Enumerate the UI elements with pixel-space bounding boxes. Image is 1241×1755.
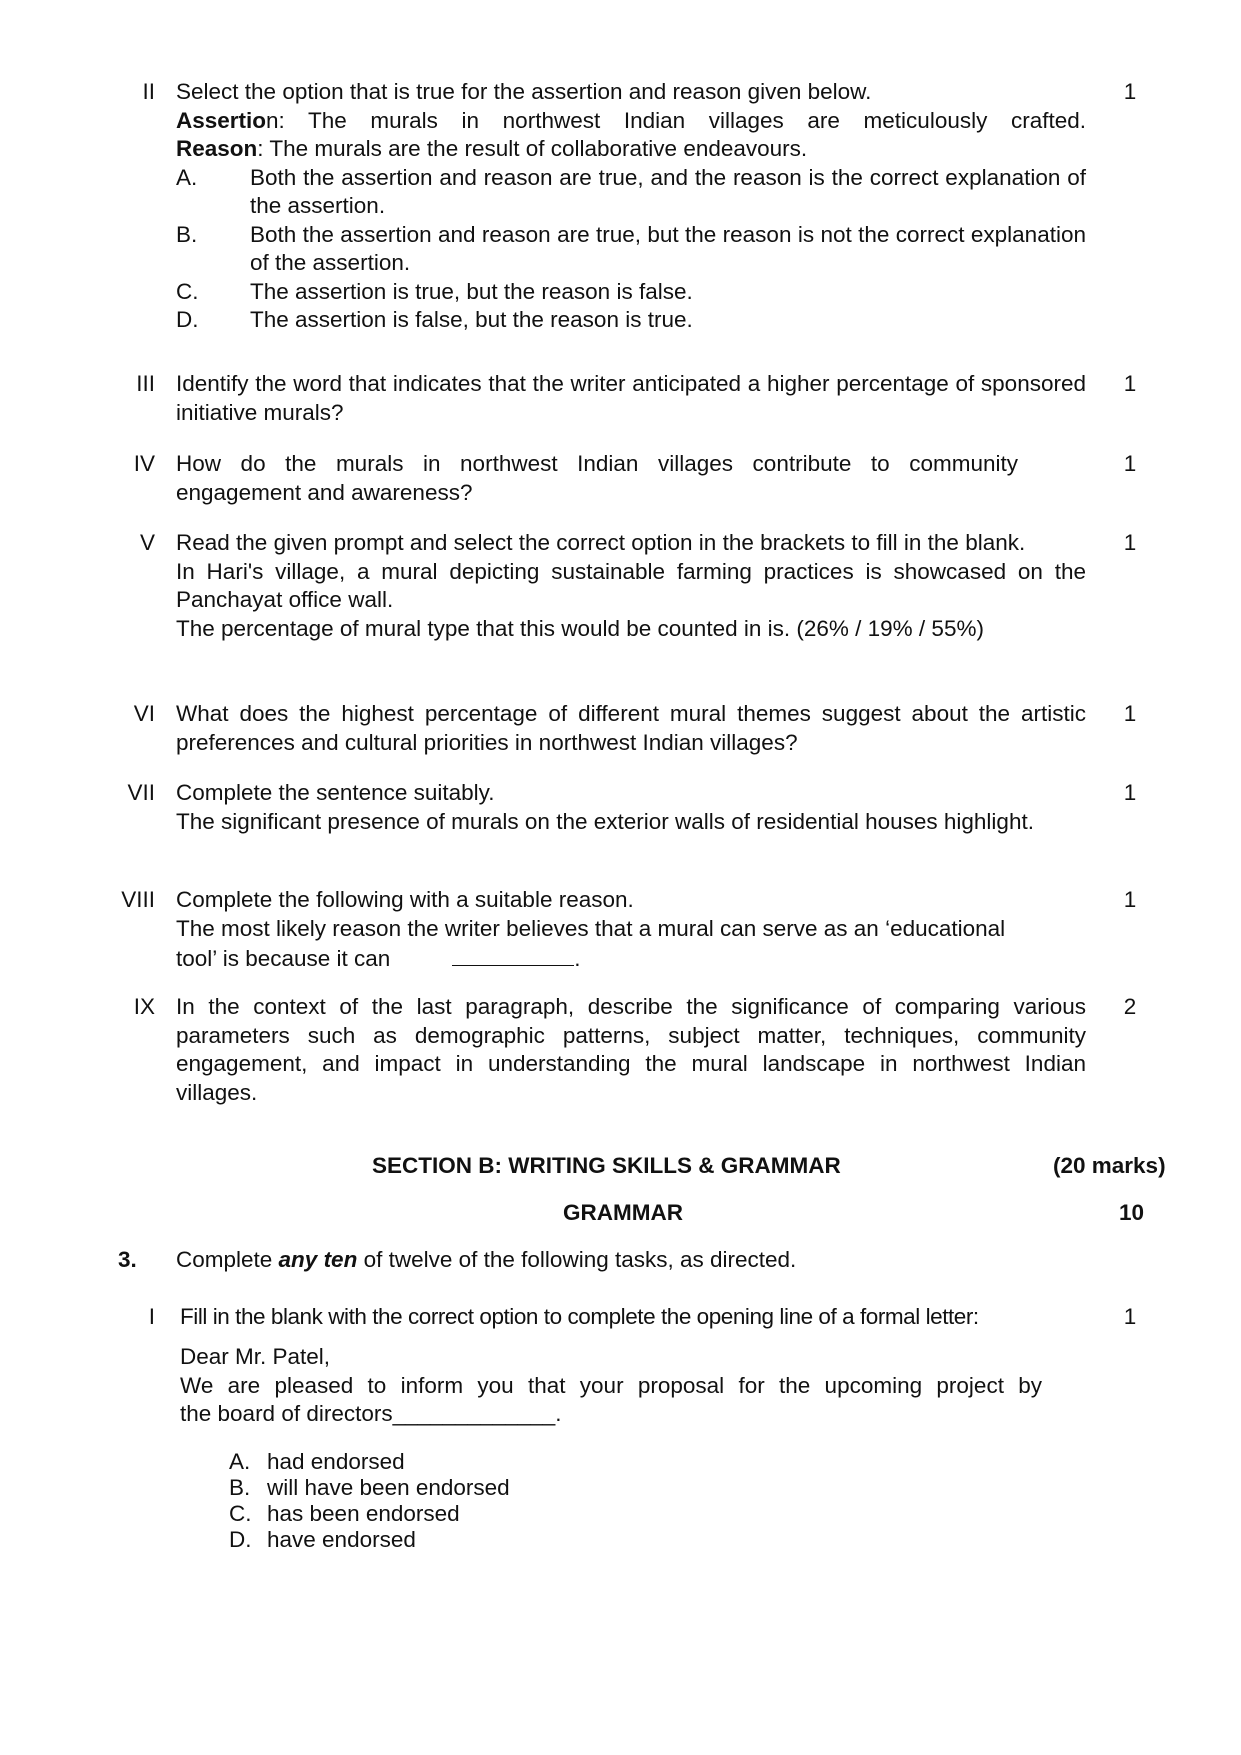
question-stem: Select the option that is true for the assertion and reason given below. [176,79,872,104]
sentence-end: . [574,946,581,971]
reason-text: : The murals are the result of collaborative endeavours. [257,136,808,161]
question-number: IX [133,994,155,1019]
option-a[interactable] [229,1449,1139,1475]
grammar-marks: 10 [1119,1200,1145,1225]
question-number: III [136,371,155,396]
option-text: has been endorsed [267,1501,460,1526]
task-text: of twelve of the following tasks, as directed. [357,1247,797,1272]
marks: 1 [1123,1304,1137,1329]
question-number: IV [133,451,155,476]
question-line: The most likely reason the writer believes that a mural can serve as an ‘educational [176,915,1006,941]
marks: 1 [1123,79,1137,104]
question-body [176,450,1086,507]
marks: 1 [1123,887,1137,912]
question-text: In the context of the last paragraph, describe the significance of comparing various parameters such as demographic patterns, subject matter, techniques, community engagement, and impact in understanding the mural landscape in northwest Indian villages. [176,994,1086,1105]
option-b[interactable] [229,1475,1139,1501]
question-choices: The percentage of mural type that this would be counted in is. (26% / 19% / 55%) [176,615,984,641]
question-line-text: tool’ is because it can [176,946,391,971]
question-instruction: Read the given prompt and select the correct option in the brackets to fill in the blank. [176,530,1026,555]
task-instruction [176,1246,1086,1275]
option-letter: B. [176,221,198,247]
assertion-label: Assertio [176,107,267,133]
option-d[interactable] [176,306,1086,335]
options-list [229,1449,1139,1553]
question-body [176,779,1086,836]
marks: 1 [1123,530,1137,555]
question-instruction: Complete the following with a suitable reason. [176,887,634,912]
option-letter: A. [176,164,198,190]
answer-blank[interactable] [452,943,574,966]
question-number: VI [133,701,155,726]
letter-salutation: Dear Mr. Patel, [180,1344,331,1369]
task-number: 3. [118,1247,137,1272]
marks: 1 [1123,701,1137,726]
option-text: will have been endorsed [267,1475,510,1500]
question-number: VIII [121,887,155,912]
letter-line: the board of directors_____________. [180,1401,562,1426]
marks: 1 [1123,451,1137,476]
option-letter: A. [229,1449,251,1474]
question-stem: Fill in the blank with the correct option to complete the opening line of a formal letter: [180,1304,979,1329]
option-text: have endorsed [267,1527,416,1552]
marks: 1 [1123,780,1137,805]
option-text: Both the assertion and reason are true, and the reason is the correct explanation of the assertion. [250,164,1086,218]
option-c[interactable] [229,1501,1139,1527]
option-b[interactable] [176,221,1086,278]
assertion-line [176,107,1086,136]
option-a[interactable] [176,164,1086,221]
option-letter: B. [229,1475,251,1500]
option-letter: C. [176,278,199,304]
option-text: The assertion is true, but the reason is false. [250,278,693,304]
option-text: The assertion is false, but the reason is true. [250,307,693,332]
grammar-title: GRAMMAR [563,1200,683,1225]
section-b-marks: (20 marks) [1053,1153,1166,1178]
question-number: I [148,1304,155,1329]
question-text: Identify the word that indicates that the writer anticipated a higher percentage of sponsored initiative murals? [176,371,1086,425]
marks: 1 [1123,371,1137,396]
question-line: engagement and awareness? [176,479,473,505]
question-text: What does the highest percentage of different mural themes suggest about the artistic preferences and cultural priorities in northwest Indian villages? [176,701,1086,755]
task-emphasis: any ten [278,1247,358,1272]
question-prompt: In Hari's village, a mural depicting sustainable farming practices is showcased on the Panchayat office wall. [176,558,1086,612]
reason-label: Reason [176,136,258,161]
option-letter: D. [176,307,199,332]
task-text: Complete [176,1247,279,1272]
section-b-title: SECTION B: WRITING SKILLS & GRAMMAR [372,1153,841,1178]
question-body [176,529,1086,643]
question-body [176,886,1086,974]
letter-body [180,1343,1090,1429]
option-text: had endorsed [267,1449,405,1474]
option-d[interactable] [229,1527,1139,1553]
option-letter: D. [229,1527,252,1552]
question-line [176,943,1086,974]
option-letter: C. [229,1501,252,1526]
question-text: The significant presence of murals on the exterior walls of residential houses highlight. [176,808,1034,834]
option-text: Both the assertion and reason are true, but the reason is not the correct explanation of the assertion. [250,221,1086,275]
assertion-text: n: The murals in northwest Indian villages are meticulously crafted. [266,107,1086,133]
question-instruction: Complete the sentence suitably. [176,780,495,805]
marks: 2 [1123,994,1137,1019]
question-line: How do the murals in northwest Indian villages contribute to community [176,451,1018,476]
question-number: VII [127,780,155,805]
letter-line: We are pleased to inform you that your proposal for the upcoming project by [180,1372,1042,1398]
option-c[interactable] [176,278,1086,307]
question-body [176,78,1086,335]
question-number: II [142,79,155,104]
question-number: V [139,530,155,555]
reason-line [176,135,1086,164]
